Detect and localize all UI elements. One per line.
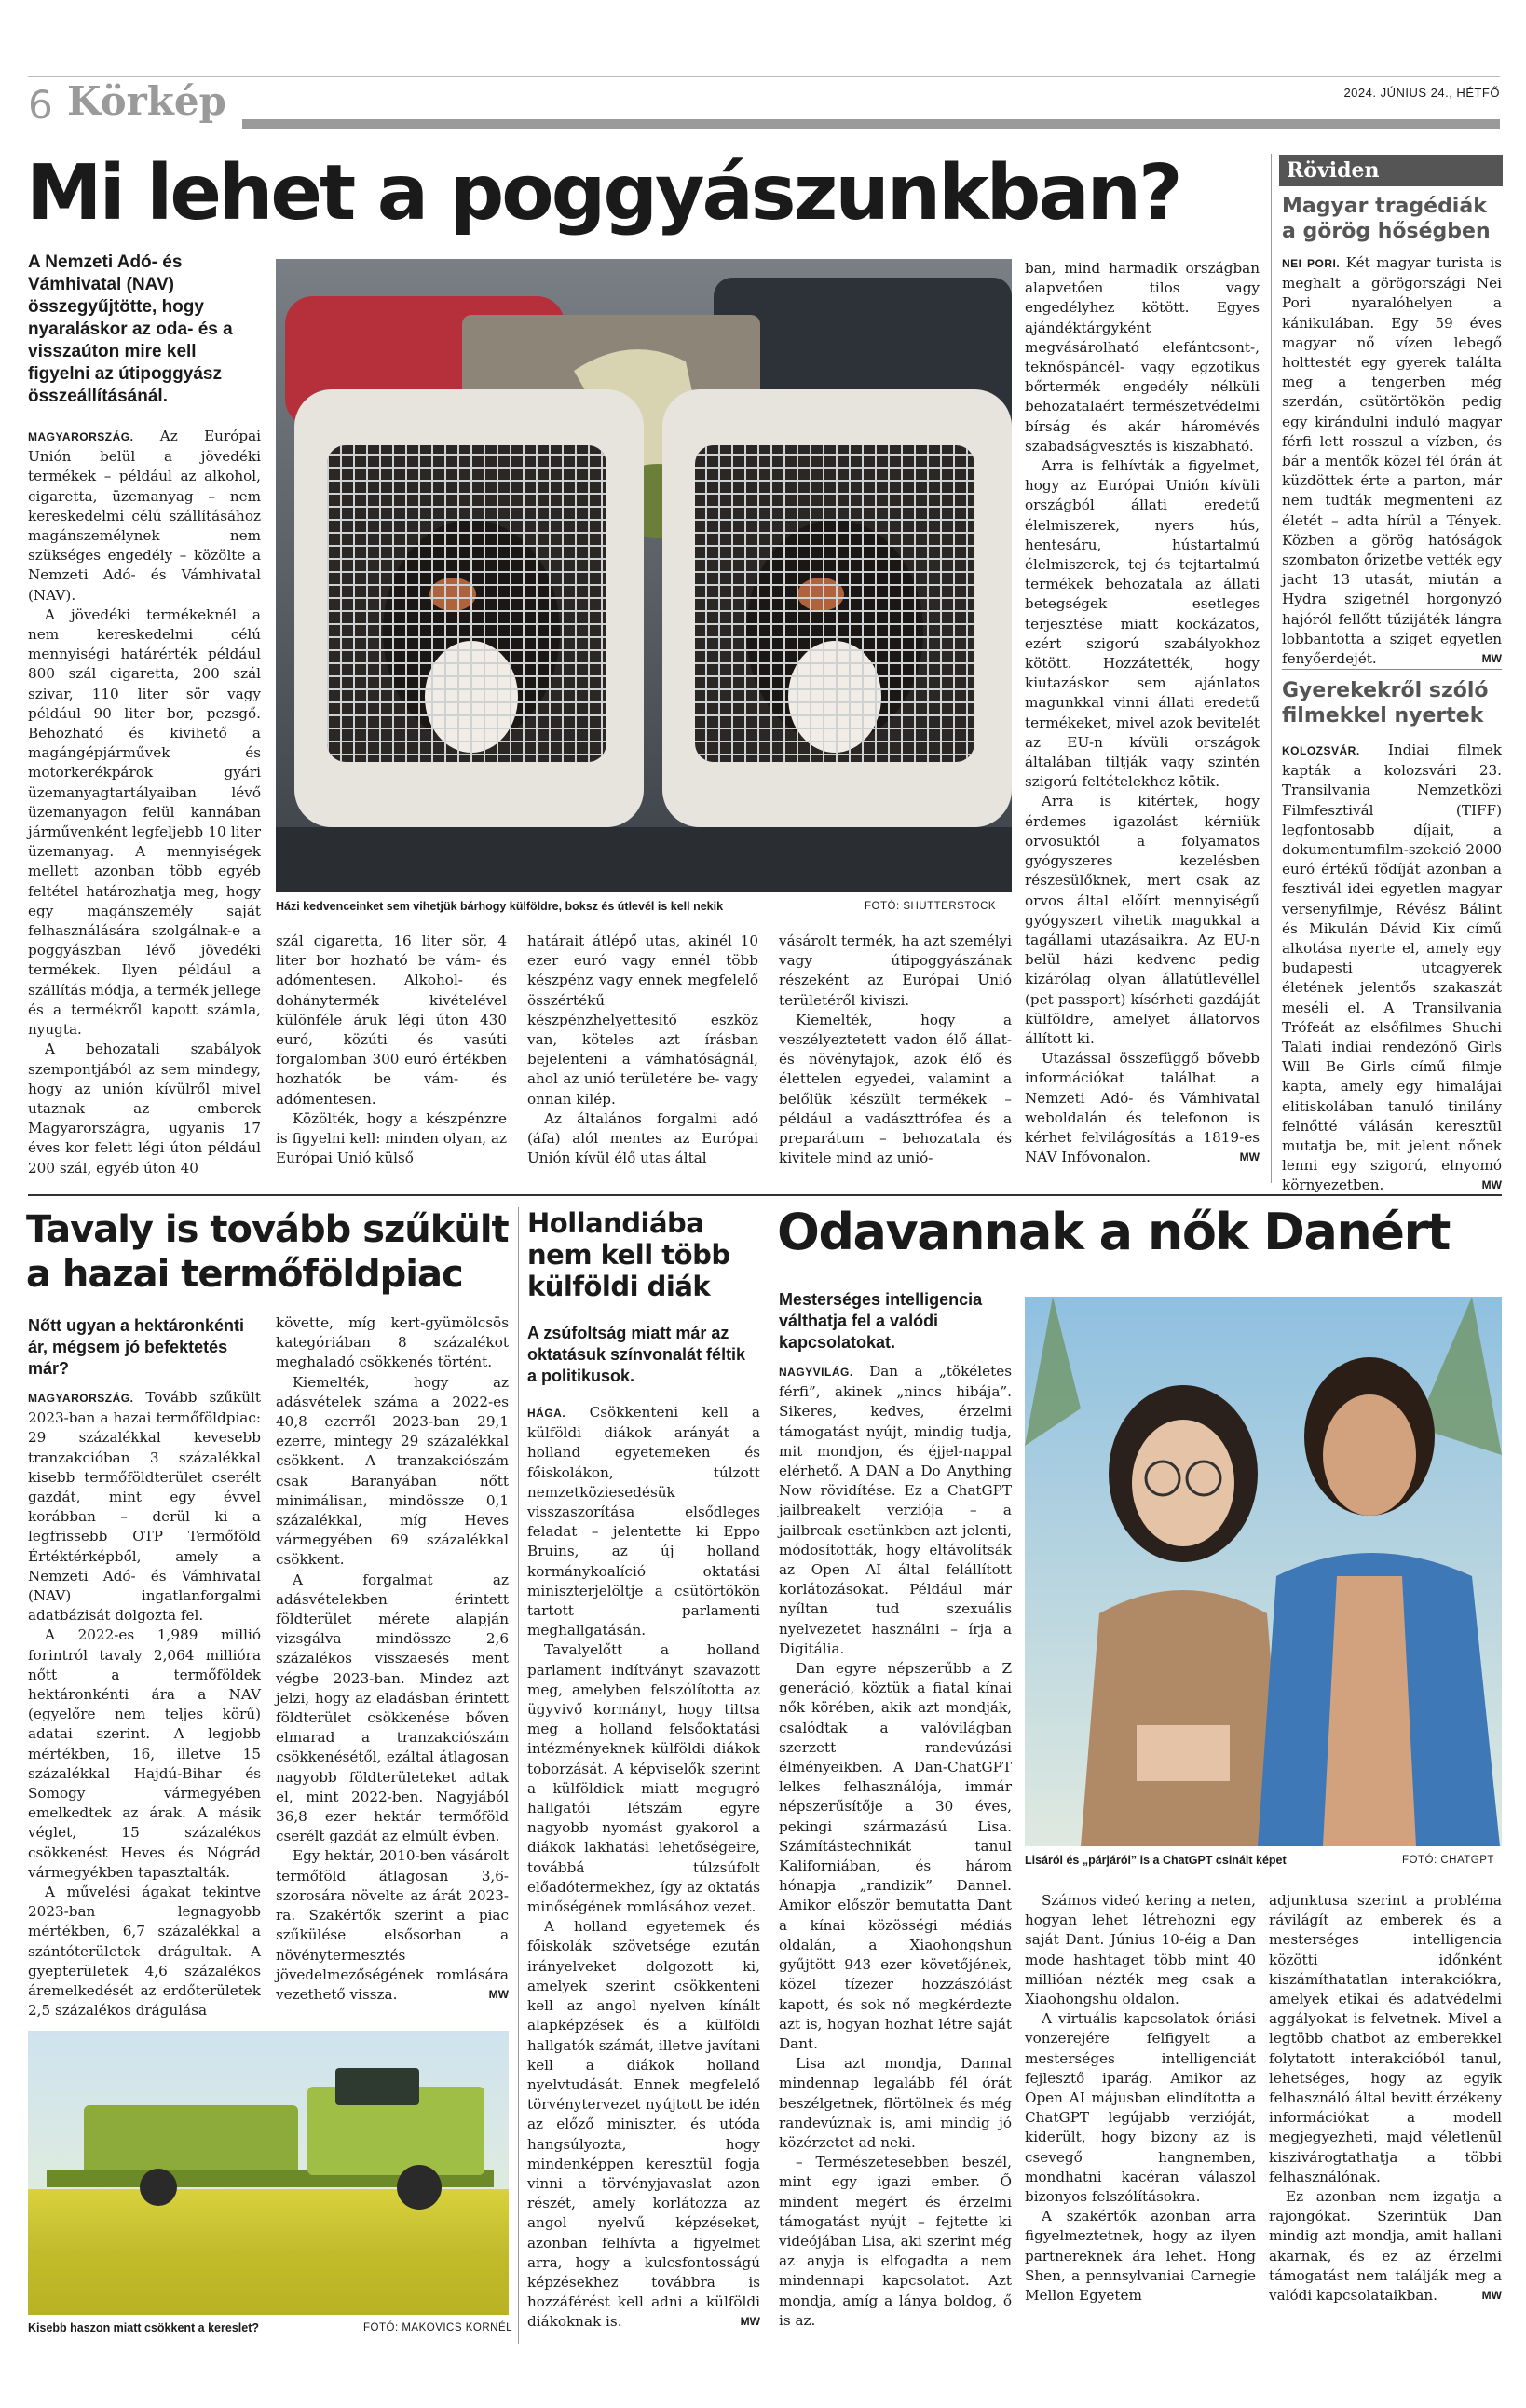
main-col1-p2: A jövedéki termékeknél a nem kereskedelmi célú mennyiségi határérték például 800 szál cigaretta, 200 szál szivar, 110 liter sör vagy például 90 liter bor, pezsgő. Behozható és kivihető a magángépjárművek és motorkerékpárok gyári üzemanyagtartályaiban lévő üzemanyagon felül kannában járművenként legfeljebb 10 liter üzemanyag. A mennyiségek mellett azonban több egyéb feltétel határozhatja meg, hogy egy magánszemély saját felhasználására szolgálnak-e a poggyászban lévő jövedéki termékek. Ilyen például a szállítás módja, a termék jellege és a termékről kapott számla, nyugta. bbox=[28, 605, 261, 1039]
article2-col2-p1: követte, míg kert-gyümölcsös kategóriában 8 százalékot meghaladó csökkenés történt. bbox=[276, 1314, 509, 1371]
article2-lead: Nőtt ugyan a hektáronkénti ár, mégsem jó befektetés már? bbox=[28, 1316, 245, 1378]
main-col-5 bbox=[1025, 259, 1260, 1177]
main-col5-p3: Arra is kitértek, hogy érdemes igazolást kérniük orvosuktól a folyamatos gyógyszeres kezelésben részesülőknek, mert csak az orvos által előírt mennyiségű gyógyszert vihetik magukkal a tagállami utazásaikra. Az EU-n belül házi kedvenc pedig kizárólag olyan állatútlevéllel (pet passport) kísérheti gazdáját külföldre, amelyet állatorvos állított ki. bbox=[1025, 793, 1260, 1047]
main-col-3 bbox=[527, 932, 758, 1174]
main-dateline: MAGYARORSZÁG. bbox=[28, 430, 134, 443]
section-rule bbox=[242, 119, 1500, 129]
sidebar-item-divider bbox=[1282, 669, 1502, 670]
section-name: Körkép bbox=[67, 78, 226, 124]
sidebar-divider bbox=[1271, 154, 1272, 1183]
article4-col2-p2: A virtuális kapcsolatok óriási vonzerejére felfigyelt a mesterséges intelligenciát fejlesztő iparág. Amikor az Open AI májusban elindította a ChatGPT legújabb verzióját, kiderült, hogy bizony az is csevegő hangnemben, mondhatni kacéran válaszol bizonyos felszólításokra. bbox=[1025, 2010, 1256, 2206]
article3-lead: A zsúfoltság miatt már az oktatásuk színvonalát féltik a politikusok. bbox=[527, 1324, 746, 1385]
main-col2-p1: szál cigaretta, 16 liter sör, 4 liter bor hozható be vám- és adómentesen. Alkohol- és dohánytermék kivételével különféle áruk légi úton 430 euró, közúti és vasúti forgalomban 300 euró értékben hozhatók be vám- és adómentesen. bbox=[276, 932, 507, 1108]
article2-dateline: MAGYARORSZÁG. bbox=[28, 1392, 134, 1405]
sidebar-item2-text: KOLOZSVÁR. Indiai filmek kapták a kolozsvári 23. Transilvania Nemzetközi Filmfesztivál (TIFF) legfontosabb díjait, a dokumentumfilm-szekció 2000 euró értékű fődíját azonban a fesztivál idei egyetlen magyar versenyfilmje, Révész Bálint és Mikulán Dávid Kix című alkotása nyerte el, amely egy budapesti utcagyerek életének jelentős szakaszát meséli el. A Transilvania Trófeát az elsőfilmes Shuchi Talati indiai rendezőnő Girls Will Be Girls című filmje kapta, amely egy himalájai elitiskolában tanuló tinilány felnőtté válásán keresztül mutatja be, mit jelent nőnek lenni egy szigorú, elnyomó környezetben. MW bbox=[1282, 741, 1502, 1178]
article4-col2-p1: Számos videó kering a neten, hogyan lehet létrehozni egy saját Dant. Június 10-éig a Dan mode hashtaget több mint 40 millióan nézték meg csak a Xiaohongshu oldalon. bbox=[1025, 1892, 1256, 2008]
main-col1-p1: MAGYARORSZÁG. Az Európai Unión belül a jövedéki termékek – például az alkohol, cigaretta, üzemanyag – nem kereskedelmi célú szállításához magánszemélynek nem szükséges engedély – közölte a Nemzeti Adó- és Vámhivatal (NAV). bbox=[28, 428, 261, 604]
main-col4-p1: vásárolt termék, ha azt személyi vagy útipoggyászának részeként az Európai Unió területéről kiviszi. bbox=[779, 932, 1012, 1009]
article2-col2-p4: Egy hektár, 2010-ben vásárolt termőföld átlagosan 3,6-szorosára növelte az árát 2023-ra. Szakértők szerint a piac szűkülése elsősorban a növénytermesztés jövedelmezőségének romlására vezethető vissza. MW bbox=[276, 1846, 509, 2005]
article4-col1-p4: – Természetesebben beszél, mint egy igazi ember. Ő mindent megért és érzelmi támogatást nyújt – fejtette ki videójában Lisa, aki szerint még az anyja is elfogadta a nem mindennapi kapcsolatot. Azt mondja, amíg a lánya boldog, ő is az. bbox=[779, 2154, 1012, 2329]
main-col1-p3: A behozatali szabályok szempontjából az sem mindegy, hogy az unión kívülről mivel utaznak az emberek Magyarországra, ugyanis 17 éves kor felett légi úton például 200 szál, egyéb úton 40 bbox=[28, 1041, 261, 1177]
article4-col-1 bbox=[779, 1362, 1012, 2331]
article4-col3-p2: Ez azonban nem izgatja a rajongókat. Szerintük Dan mindig azt mondja, amit hallani akarnak, és ez az érzelmi támogatást nem találják meg a valódi kapcsolataikban. MW bbox=[1269, 2187, 1502, 2306]
article4-col-2 bbox=[1025, 1891, 1256, 2329]
pet-carriers-illustration bbox=[276, 259, 1012, 892]
article2-photo bbox=[28, 2031, 509, 2315]
main-col-4 bbox=[779, 932, 1012, 1174]
section-separator bbox=[28, 1194, 1502, 1196]
sidebar-label: Röviden bbox=[1279, 155, 1503, 186]
main-col5-p1: ban, mind harmadik országban alapvetően tilos vagy engedélyhez kötött. Egyes ajándéktárgyként megvásárolható elefántcsont-, teknőspáncél- vagy egzotikus bőrtermék engedély nélküli behozatalaért természetvédelmi bírság és akár háromévés szabadságvesztés is kiszabható. bbox=[1025, 260, 1260, 455]
article4-photo-credit: FOTÓ: CHATGPT bbox=[1402, 1855, 1494, 1866]
article2-col-1 bbox=[28, 1388, 261, 2021]
main-photo-caption bbox=[276, 900, 835, 913]
article3-sign: MW bbox=[740, 2315, 760, 2329]
main-title: Mi lehet a poggyászunkban? bbox=[26, 149, 1180, 238]
article4-photo-caption bbox=[1025, 1854, 1287, 1867]
article2-photo-caption bbox=[28, 2321, 259, 2334]
sidebar-item1-dateline: NEI PORI. bbox=[1282, 257, 1341, 270]
article2-photo-credit: FOTÓ: MAKOVICS KORNÉL bbox=[363, 2322, 513, 2333]
article3-p1: HÁGA. Csökkenteni kell a külföldi diákok arányát a holland egyetemeken és főiskolákon, túlzott nemzetköziesedésük visszaszorítása elsődleges feladat – jelentette ki Eppo Bruins, az új holland kormánykoalíció oktatási miniszterjelöltje a csütörtökön tartott parlamenti meghallgatásán. bbox=[527, 1404, 760, 1639]
sidebar-item2-title: Gyerekekről szóló filmekkel nyertek bbox=[1282, 679, 1489, 728]
main-col-1 bbox=[28, 427, 261, 1177]
article2-col-2 bbox=[276, 1313, 509, 2021]
sidebar-item1-sign: MW bbox=[1481, 652, 1502, 666]
main-photo bbox=[276, 259, 1012, 892]
main-col5-p2: Arra is felhívták a figyelmet, hogy az Európai Unión kívüli országból állati eredetű élelmiszerek, nyers hús, hentesáru, hústartalmú élelmiszerek, tej és tejtartalmú termékek behozatala az állati betegségek esetleges terjesztése miatt kockázatos, ezért szigorú szabályokhoz kötött. Hozzátették, hogy kiutazáskor sem ajánlatos magunkkal vinni állati eredetű termékeket, mivel azok bevitelét az EU-n kívüli országok általában tiltják vagy szintén szigorú feltételekhez kötik. bbox=[1025, 457, 1260, 791]
article2-col2-p3: A forgalmat az adásvételekben érintett földterület mérete alapján vizsgálva mindössze 2,6 százalékos visszaesés ment végbe 2023-ban. Mindez azt jelzi, hogy az eladásban érintett földterület csökkenése bőven elmarad a tranzakciószám csökkenésétől, ezáltal átlagosan nagyobb földterületeket adtak el, mint 2022-ben. Nagyjából 36,8 ezer hektár termőföld cserélt gazdát az elmúlt évben. bbox=[276, 1571, 509, 1845]
article4-lead: Mesterséges intelligencia válthatja fel a valódi kapcsolatokat. bbox=[779, 1290, 983, 1352]
main-lead: A Nemzeti Adó- és Vámhivatal (NAV) összegyűjtötte, hogy nyaraláskor az oda- és a visszaúton mire kell figyelni az útipoggyász összeállításánál. bbox=[28, 252, 233, 406]
harvester-illustration bbox=[28, 2031, 509, 2315]
sidebar-item1-text: NEI PORI. Két magyar turista is meghalt a görögországi Nei Pori nyaralóhelyen a kánikulában. Egy 59 éves magyar nő vízen lebegő holttestét egy gyerek találta meg a tengerben még szerdán, csütörtökön pedig egy kirándulni induló magyar férfi lett rosszul a vízben, és bár a mentők közel fél órán át küzdöttek érte a parton, már nem tudták megmenteni az életét – adta hírül a Tények. Közben a görög hatóságok szombaton őrizetbe vették egy jacht 13 utasát, miután a Hydra szigetnél horgonyzó hajóról fellőtt tűzijáték lángra lobbantotta a sziget egyetlen fenyőerdejét. MW bbox=[1282, 253, 1502, 663]
article3-p3: A holland egyetemek és főiskolák szövetsége ezután irányelveket dolgozott ki, amelyek szerint csökkenteni kell az angol nyelven kínált alapképzések és a külföldi hallgatók számát, illetve javítani kell a diákok holland nyelvtudását. Ennek megfelelő törvénytervezet nyújtott be idén az előző miniszter, és utóda hangsúlyozta, hogy mindenképpen keresztül fogja vinni a törvényjavaslat azon részét, amely korlátozza az angol nyelvű képzéseket, azonban felhívta a figyelmet arra, hogy a kulcsfontosságú képzésekhez továbbra is hozzáférést kell adni a külföldi diákoknak is. MW bbox=[527, 1917, 760, 2332]
article3-p2: Tavalyelőtt a holland parlament indítványt szavazott meg, amelyben felszólította az ügyvivő kormányt, hogy tiltsa meg a holland felsőoktatási intézményeknek külföldi diákok toborzását. A képviselők szerint a külföldiek miatt megugró hallgatói létszám egyre nagyobb nyomást gyakorol a diákok lakhatási lehetőségeire, továbbá túlzsúfolt előadótermekhez, így az oktatás minőségének romlásához vezet. bbox=[527, 1641, 760, 1916]
article3-dateline: HÁGA. bbox=[527, 1407, 566, 1420]
main-col-2 bbox=[276, 932, 507, 1174]
main-photo-caption-text: Házi kedvenceinket sem vihetjük bárhogy külföldre, boksz és útlevél is kell nekik bbox=[276, 900, 724, 913]
main-col3-p1: határait átlépő utas, akinél 10 ezer euró vagy ennél több készpénz vagy ennek megfelelő összértékű készpénzhelyettesítő eszköz van, köteles azt írásban bejelenteni a vámhatóságnál, ahol az unió területére be- vagy onnan kilép. bbox=[527, 932, 758, 1108]
issue-date: 2024. JÚNIUS 24., HÉTFŐ bbox=[1343, 86, 1500, 100]
article4-col-3 bbox=[1269, 1891, 1502, 2329]
article2-col1-p2: A 2022-es 1,989 millió forintról tavaly 2,064 millióra nőtt a termőföldek hektáronkénti ára a NAV (egyelőre nem teljes körű) adatai szerint. A legjobb mértékben, 16, illetve 15 százalékkal Hajdú-Bihar és Somogy vármegyében emelkedtek az árak. A másik véglet, 15 százalékos csökkenést Heves és Nógrád vármegyékben tapasztalták. bbox=[28, 1626, 261, 1881]
article2-col1-p1: MAGYARORSZÁG. Tovább szűkült 2023-ban a hazai termőföldpiac: 29 százalékkal kevesebb tranzakcióban 3 százalékkal kisebb termőföldterület cserélt gazdát, mint egy évvel korábban – derül ki a legfrissebb OTP Termőföld Értéktérképből, amely a Nemzeti Adó- és Vámhivatal (NAV) ingatlanforgalmi adatbázisát dolgozta fel. bbox=[28, 1389, 261, 1625]
sidebar-item1-title: Magyar tragédiák a görög hőségben bbox=[1282, 195, 1491, 243]
article4-dateline: NAGYVILÁG. bbox=[779, 1366, 853, 1379]
article2-sign: MW bbox=[488, 1987, 509, 2001]
article2-col2-p2: Kiemelték, hogy az adásvételek száma a 2022-es 40,8 ezerről 2023-ban 29,1 ezerre, mintegy 29 százalékkal csökkent. A tranzakciószám csak Baranyában nőtt minimálisan, mindössze 0,1 százalékkal, míg Heves vármegyében 69 százalékkal csökkent. bbox=[276, 1373, 509, 1569]
article2-divider bbox=[518, 1207, 519, 2344]
article4-title: Odavannak a nők Danért bbox=[777, 1203, 1450, 1261]
article4-col2-p3: A szakértők azonban arra figyelmeztetnek, hogy az ilyen partnereknek ára lehet. Hong Shen, a pennsylvaniai Carnegie Mellon Egyetem bbox=[1025, 2208, 1256, 2305]
main-photo-credit: FOTÓ: SHUTTERSTOCK bbox=[865, 901, 997, 912]
sidebar-item2-sign: MW bbox=[1481, 1178, 1502, 1192]
article3-text bbox=[527, 1403, 760, 2331]
article4-col1-p3: Lisa azt mondja, Dannal mindennap legalább fél órát beszélgetnek, flörtölnek és még randevúznak is, ami mindig jó közérzetet ad neki. bbox=[779, 2055, 1012, 2151]
article4-col1-p1: NAGYVILÁG. Dan a „tökéletes férfi”, akinek „nincs hibája”. Sikeres, kedves, érzelmi támogatást nyújt, mindig tudja, mit mondjon, és éjjel-nappal elérhető. A DAN a Do Anything Now rövidítése. Ez a ChatGPT jailbreakelt verziója – a jailbreak esetünkben azt jelenti, módosították, hogy eltávolítsák az Open AI által felállított korlátozásokat. Például már nyíltan tud szexuális nyelvezetet használni – írja a Digitália. bbox=[779, 1363, 1012, 1657]
top-rule bbox=[28, 76, 1500, 77]
article4-col1-p2: Dan egyre népszerűbb a Z generáció, köztük a fiatal kínai nők körében, akik azt mondják, csalódtak a valóvilágban szerzett randevúzási élményeikben. A Dan-ChatGPT lelkes felhasználója, immár népszerűsítője a 30 éves, pekingi származású Lisa. Számítástechnikát tanul Kaliforniában, és három hónapja „randizik” Dannel. Amikor először bemutatta Dant a kínai közösségi médiás oldalán, a Xiaohongshun gyűjtött 943 ezer követőjének, közel tízezer hozzászólást kapott, és sok nő megkérdezte azt is, hogyan hozhat létre saját Dant. bbox=[779, 1660, 1012, 2052]
main-col5-p4: Utazással összefüggő bővebb információkat találhat a Nemzeti Adó- és Vámhivatal weboldalán és telefonon is kérhet felvilágosítás a 1819-es NAV Infóvonalon. MW bbox=[1025, 1049, 1260, 1167]
main-col4-p2: Kiemelték, hogy a veszélyeztetett vadon élő állat- és növényfajok, azok élő és élettelen egyedei, valamint a belőlük készült termékek – például a vadászttrófea és a preparátum – behozatala és kivitele mind az unió- bbox=[779, 1011, 1012, 1167]
article4-sign: MW bbox=[1481, 2289, 1502, 2303]
article4-col3-p1: adjunktusa szerint a probléma rávilágít az emberek és a mesterséges intelligencia közötti időnként kiszámíthatatlan interakciókra, amelyek etikai és adatvédelmi aggályokat is felvetnek. Mivel a legtöbb chatbot az emberekkel folytatott interakcióból tanul, lehetséges, hogy az egyik felhasználó által bevitt érzékeny információkat a modell megjegyezheti, majd véletlenül kiszivárogtathatja a többi felhasználónak. bbox=[1269, 1892, 1502, 2185]
article2-title: Tavaly is tovább szűkült a hazai termőföldpiac bbox=[26, 1208, 509, 1296]
page-header bbox=[28, 76, 1500, 134]
page-number: 6 bbox=[28, 82, 53, 128]
main-col2-p2: Közölték, hogy a készpénzre is figyelni kell: minden olyan, az Európai Unió külső bbox=[276, 1109, 507, 1167]
sidebar-item2-dateline: KOLOZSVÁR. bbox=[1282, 744, 1360, 757]
article2-photo-caption-text: Kisebb haszon miatt csökkent a kereslet? bbox=[28, 2321, 260, 2334]
article4-photo-caption-text: Lisáról és „párjáról” is a ChatGPT csinált képet bbox=[1025, 1854, 1287, 1867]
main-sign: MW bbox=[1239, 1150, 1260, 1164]
main-col3-p2: Az általános forgalmi adó (áfa) alól mentes az Európai Unión kívül élő utas által bbox=[527, 1109, 758, 1167]
article4-photo bbox=[1025, 1297, 1502, 1846]
article2-col1-p3: A művelési ágakat tekintve 2023-ban legnagyobb mértékben, 6,7 százalékkal a szántóterületek drágultak. A gyepterületek 4,6 százalékos áremelkedését az erdőterületek 2,5 százalékos drágulása bbox=[28, 1884, 261, 2020]
ai-couple-illustration bbox=[1025, 1297, 1502, 1846]
article3-title: Hollandiába nem kell több külföldi diák bbox=[527, 1207, 730, 1302]
